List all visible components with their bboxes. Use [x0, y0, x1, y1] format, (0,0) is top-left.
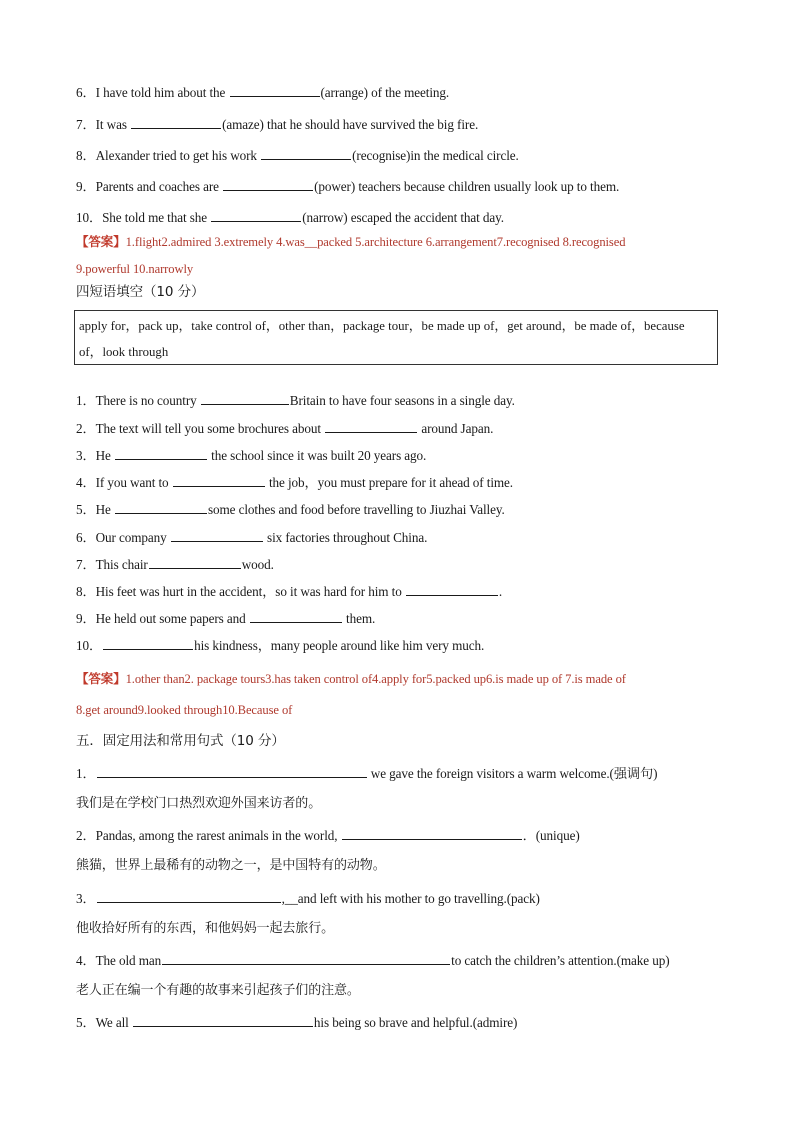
word-bank-line: apply for，pack up，take control of，other than，package tour，be made up of，get around，be made of，because — [79, 319, 685, 333]
s4-item-4: 4．If you want to the job，you must prepare for it ahead of time. — [76, 475, 514, 490]
answer-blank[interactable] — [149, 556, 241, 569]
s5-item-4-translation: 老人正在编一个有趣的故事来引起孩子们的注意。 — [76, 983, 360, 998]
answer-blank[interactable] — [406, 583, 498, 596]
word-bank-line: of，look through — [79, 345, 169, 359]
s4-item-6: 6．Our company six factories throughout China. — [76, 530, 428, 545]
s4-item-1: 1．There is no country Britain to have four seasons in a single day. — [76, 393, 515, 408]
s5-item-3-translation: 他收拾好所有的东西，和他妈妈一起去旅行。 — [76, 921, 335, 936]
s3-item-8: 8．Alexander tried to get his work (recognise)in the medical circle. — [76, 148, 519, 163]
s5-item-2-translation: 熊猫，世界上最稀有的动物之一，是中国特有的动物。 — [76, 858, 386, 873]
s4-item-9: 9．He held out some papers and them. — [76, 611, 376, 626]
s4-item-5: 5．He some clothes and food before travelling to Jiuzhai Valley. — [76, 502, 505, 517]
answer-blank[interactable] — [171, 529, 263, 542]
s5-item-2: 2．Pandas, among the rarest animals in the world, ．(unique) — [76, 828, 580, 843]
s4-item-7: 7．This chair wood. — [76, 557, 274, 572]
answer-blank[interactable] — [223, 178, 313, 191]
s3-answer-line-2: 9.powerful 10.narrowly — [76, 262, 194, 276]
answer-blank[interactable] — [97, 890, 281, 903]
answer-blank[interactable] — [103, 637, 193, 650]
section5-heading: 五．固定用法和常用句式（10 分） — [76, 733, 285, 749]
answer-blank[interactable] — [173, 474, 265, 487]
answer-blank[interactable] — [342, 827, 522, 840]
s5-item-3: 3． ,__and left with his mother to go travelling.(pack) — [76, 891, 540, 906]
answer-blank[interactable] — [201, 392, 289, 405]
answer-blank[interactable] — [325, 420, 417, 433]
s5-item-1: 1． we gave the foreign visitors a warm welcome.(强调句) — [76, 766, 658, 781]
answer-blank[interactable] — [97, 765, 367, 778]
answer-blank[interactable] — [162, 952, 450, 965]
answer-blank[interactable] — [133, 1014, 313, 1027]
answer-blank[interactable] — [230, 84, 320, 97]
s5-item-4: 4．The old man to catch the children’s attention.(make up) — [76, 953, 670, 968]
s4-answer-line-2: 8.get around9.looked through10.Because of — [76, 703, 293, 717]
answer-blank[interactable] — [115, 501, 207, 514]
answer-tag: 【答案】 — [76, 671, 126, 686]
answer-blank[interactable] — [250, 610, 342, 623]
section4-heading: 四短语填空（10 分） — [76, 284, 205, 300]
answer-blank[interactable] — [115, 447, 207, 460]
s5-item-1-translation: 我们是在学校门口热烈欢迎外国来访者的。 — [76, 796, 322, 811]
s3-answer-line: 【答案】1.flight2.admired 3.extremely 4.was__packed 5.architecture 6.arrangement7.recognised 8.recognised — [76, 234, 626, 249]
answer-blank[interactable] — [131, 116, 221, 129]
s4-item-2: 2．The text will tell you some brochures about around Japan. — [76, 421, 494, 436]
answer-tag: 【答案】 — [76, 234, 126, 249]
s5-item-5: 5．We all his being so brave and helpful.(admire) — [76, 1015, 518, 1030]
s3-item-9: 9．Parents and coaches are (power) teachers because children usually look up to them. — [76, 179, 620, 194]
word-bank-box — [74, 310, 718, 365]
s4-item-3: 3．He the school since it was built 20 years ago. — [76, 448, 427, 463]
s4-answer-line: 【答案】1.other than2. package tours3.has taken control of4.apply for5.packed up6.is made up of 7.is made of — [76, 671, 626, 686]
s3-item-6: 6．I have told him about the (arrange) of the meeting. — [76, 85, 450, 100]
s3-item-10: 10．She told me that she (narrow) escaped the accident that day. — [76, 210, 504, 225]
s4-item-10: 10． his kindness，many people around like him very much. — [76, 638, 485, 653]
s4-item-8: 8．His feet was hurt in the accident，so it was hard for him to . — [76, 584, 503, 599]
answer-blank[interactable] — [211, 209, 301, 222]
s3-item-7: 7．It was (amaze) that he should have survived the big fire. — [76, 117, 479, 132]
answer-blank[interactable] — [261, 147, 351, 160]
